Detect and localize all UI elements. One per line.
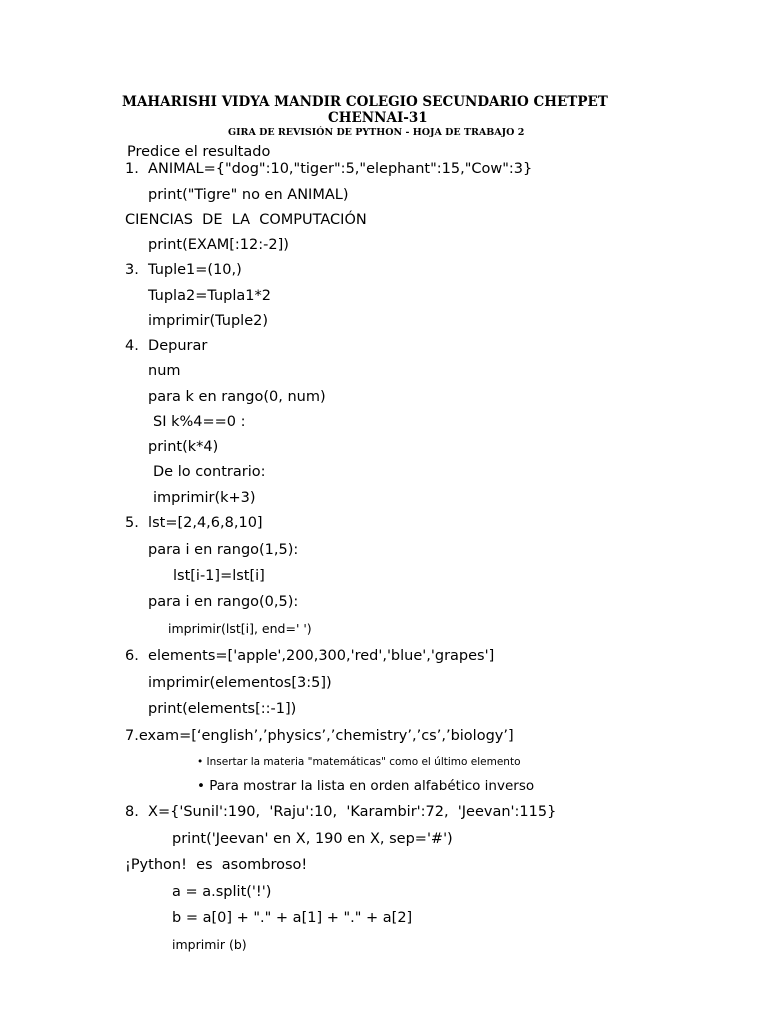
question-6-print2: print(elements[::-1]) [148,701,297,717]
question-9-split: a = a.split('!') [172,884,272,900]
question-4-title: 4. Depurar [125,338,208,354]
question-4-else: De lo contrario: [153,464,266,480]
question-4-if: SI k%4==0 : [153,414,246,430]
question-8-print: print('Jeevan' en X, 190 en X, sep='#') [172,831,453,847]
question-5-loop1: para i en rango(1,5): [148,542,299,558]
question-9-concat: b = a[0] + "." + a[1] + "." + a[2] [172,910,413,926]
question-2-string: CIENCIAS DE LA COMPUTACIÓN [125,212,367,228]
question-3-tuple2: Tupla2=Tupla1*2 [148,288,272,304]
instruction-line: Predice el resultado [127,144,271,160]
question-6-print1: imprimir(elementos[3:5]) [148,675,332,691]
question-8-dict: 8. X={'Sunil':190, 'Raju':10, 'Karambir':72, 'Jeevan':115} [125,804,557,820]
question-4-print-else: imprimir(k+3) [153,490,256,506]
question-7-list: 7.exam=[‘english’,’physics’,’chemistry’,’cs’,’biology’] [125,728,514,744]
question-7-bullet1: • Insertar la materia "matemáticas" como el último elemento [197,756,521,768]
question-1-print: print("Tigre" no en ANIMAL) [148,187,349,203]
school-city: CHENNAI-31 [328,110,428,126]
question-5-assign: lst[i-1]=lst[i] [173,568,265,584]
question-1-code: 1. ANIMAL={"dog":10,"tiger":5,"elephant":15,"Cow":3} [125,161,533,177]
school-name: MAHARISHI VIDYA MANDIR COLEGIO SECUNDARIO CHETPET [122,94,608,110]
question-3-print: imprimir(Tuple2) [148,313,269,329]
question-7-bullet2: • Para mostrar la lista en orden alfabético inverso [197,778,535,794]
question-3-tuple1: 3. Tuple1=(10,) [125,262,242,278]
worksheet-subtitle: GIRA DE REVISIÓN DE PYTHON - HOJA DE TRABAJO 2 [228,127,525,138]
question-5-loop2: para i en rango(0,5): [148,594,299,610]
question-2-print: print(EXAM[:12:-2]) [148,237,289,253]
question-6-list: 6. elements=['apple',200,300,'red','blue','grapes'] [125,648,495,664]
question-5-print: imprimir(lst[i], end=' ') [168,621,312,636]
question-5-list: 5. lst=[2,4,6,8,10] [125,515,263,531]
question-4-num: num [148,363,181,379]
question-9-string: ¡Python! es asombroso! [125,857,308,873]
question-4-loop: para k en rango(0, num) [148,389,326,405]
question-9-print: imprimir (b) [172,937,247,952]
question-4-print: print(k*4) [148,439,219,455]
